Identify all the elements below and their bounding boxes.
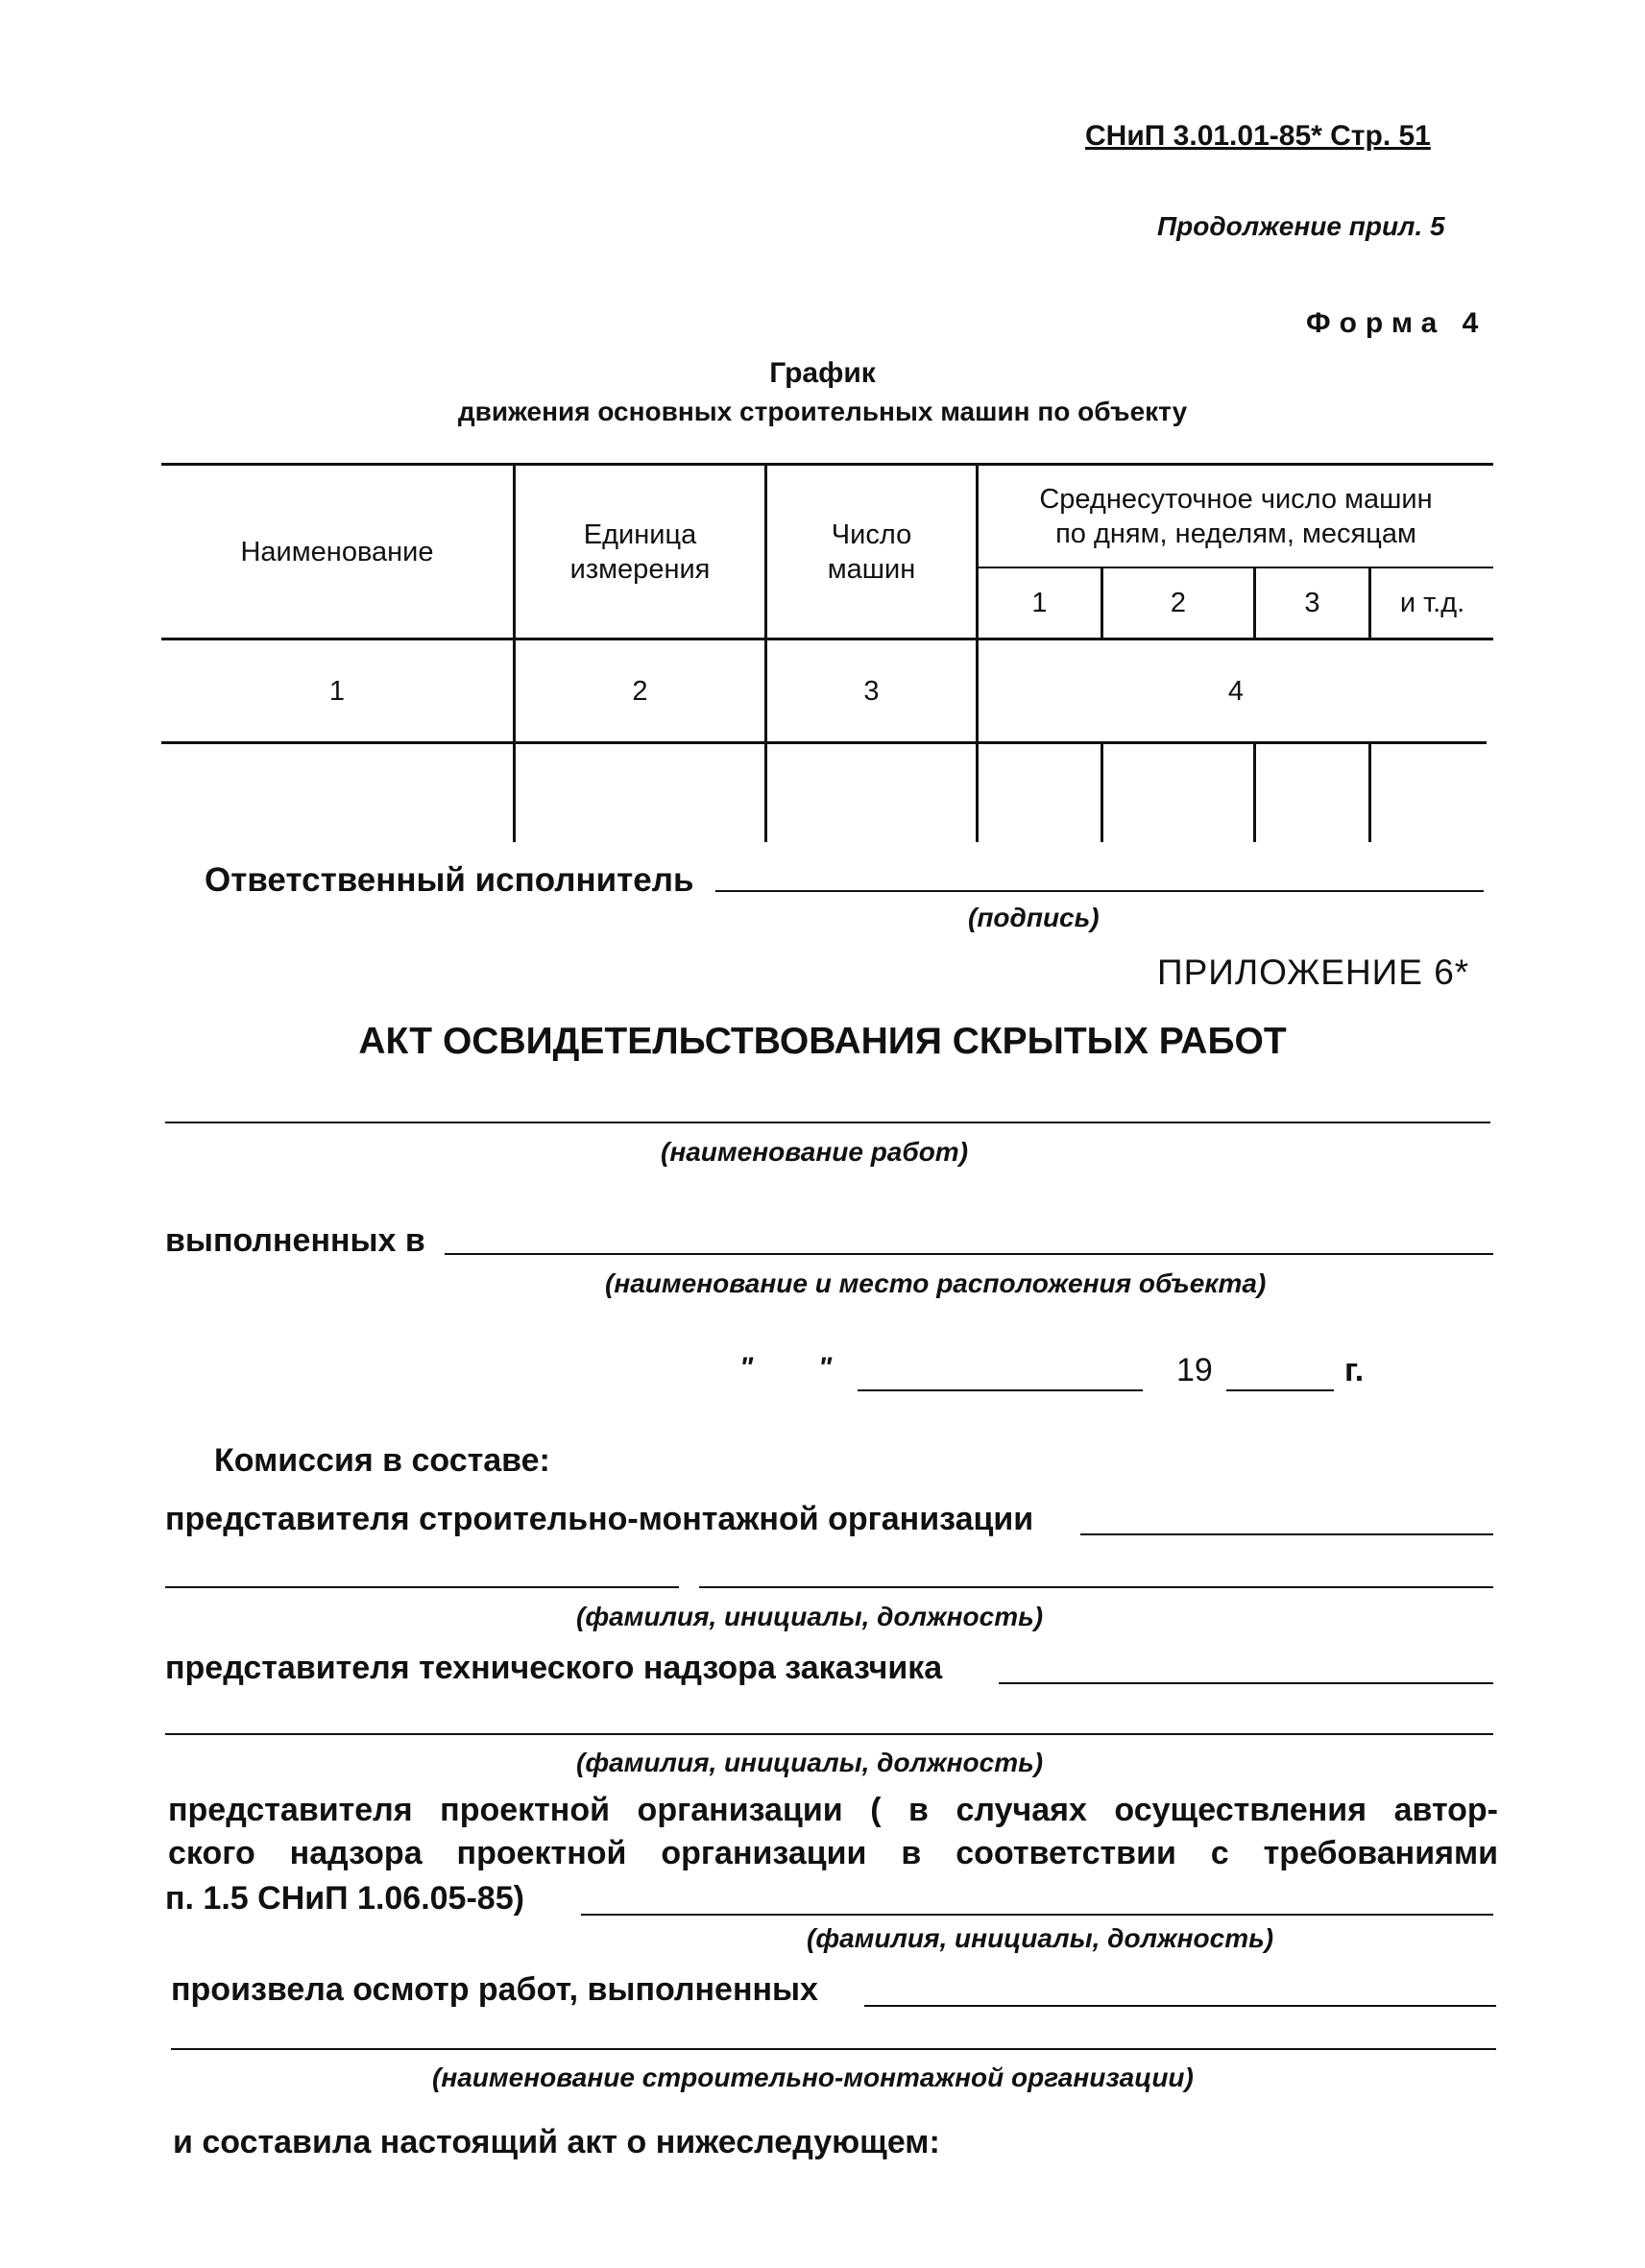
schedule-title: График xyxy=(769,357,876,389)
column-header-average: Среднесуточное число машин по дням, неделям, месяцам xyxy=(1039,483,1433,549)
inspection-line xyxy=(864,2005,1496,2007)
rep-design-line xyxy=(581,1914,1493,1916)
year-line xyxy=(1226,1389,1334,1391)
fio-caption: (фамилия, инициалы, должность) xyxy=(576,1748,1044,1777)
subcolumn-etc: и т.д. xyxy=(1399,588,1465,618)
page-reference: СНиП 3.01.01-85* Стр. 51 xyxy=(1085,120,1431,152)
act-title: АКТ ОСВИДЕТЕЛЬСТВОВАНИЯ СКРЫТЫХ РАБОТ xyxy=(358,1021,1287,1062)
year-prefix: 19 xyxy=(1176,1352,1213,1388)
rep-supervision-line-2 xyxy=(165,1733,1493,1735)
signature-caption: (подпись) xyxy=(968,903,1100,932)
responsible-label: Ответственный исполнитель xyxy=(205,861,694,899)
column-header-name: Наименование xyxy=(240,536,434,567)
object-caption: (наименование и место расположения объекта) xyxy=(605,1268,1267,1298)
rep-supervision-label: представителя технического надзора заказчика xyxy=(165,1650,943,1686)
year-suffix: г. xyxy=(1344,1352,1365,1388)
rep-construction-label: представителя строительно-монтажной организации xyxy=(165,1501,1034,1537)
subcolumn-2: 2 xyxy=(1170,588,1187,618)
conclusion-text: и составила настоящий акт о нижеследующем: xyxy=(173,2124,940,2160)
rep-design-text-line-2: ского надзора проектной организации в соответствии с требованиями xyxy=(168,1835,1498,1871)
works-name-line xyxy=(165,1122,1490,1123)
inspection-label: произвела осмотр работ, выполненных xyxy=(171,1971,818,2008)
subcolumn-1: 1 xyxy=(1031,588,1048,618)
subcolumn-3: 3 xyxy=(1304,588,1320,618)
column-header-count: Число машин xyxy=(827,519,916,585)
inspection-line-2 xyxy=(171,2048,1496,2050)
signature-line xyxy=(715,890,1484,892)
rep-construction-line-2b xyxy=(699,1586,1493,1588)
table-vline xyxy=(1253,741,1256,842)
object-line xyxy=(445,1253,1493,1255)
fio-caption: (фамилия, инициалы, должность) xyxy=(576,1602,1044,1631)
table-vline xyxy=(1368,741,1371,842)
column-number: 4 xyxy=(1227,675,1245,707)
fio-caption: (фамилия, инициалы, должность) xyxy=(807,1923,1274,1953)
column-number: 1 xyxy=(328,675,346,707)
appendix-label: ПРИЛОЖЕНИЕ 6* xyxy=(1157,953,1470,992)
form-label: Форма 4 xyxy=(1306,307,1488,339)
column-number: 3 xyxy=(863,675,880,707)
table-vline xyxy=(1101,741,1103,842)
rep-construction-line-2a xyxy=(165,1586,679,1588)
works-caption: (наименование работ) xyxy=(661,1137,969,1167)
date-quote-close: " xyxy=(818,1352,833,1384)
date-month-line xyxy=(858,1389,1143,1391)
rep-design-text-line-3: п. 1.5 СНиП 1.06.05-85) xyxy=(165,1880,524,1917)
column-number: 2 xyxy=(632,675,648,707)
rep-design-text-line-1: представителя проектной организации ( в случаях осуществления автор- xyxy=(168,1792,1498,1828)
appendix-continuation: Продолжение прил. 5 xyxy=(1157,211,1445,241)
schedule-subtitle: движения основных строительных машин по объекту xyxy=(457,397,1188,426)
commission-label: Комиссия в составе: xyxy=(214,1442,550,1479)
date-quote-open: " xyxy=(739,1352,754,1384)
rep-supervision-line xyxy=(999,1682,1493,1684)
org-caption: (наименование строительно-монтажной организации) xyxy=(432,2063,1194,2092)
machines-schedule-table xyxy=(161,463,1493,842)
column-header-unit: Единица измерения xyxy=(569,519,711,585)
rep-construction-line xyxy=(1080,1533,1493,1535)
table-numbers-bottom-line xyxy=(161,741,1487,744)
performed-in-label: выполненных в xyxy=(165,1222,425,1259)
